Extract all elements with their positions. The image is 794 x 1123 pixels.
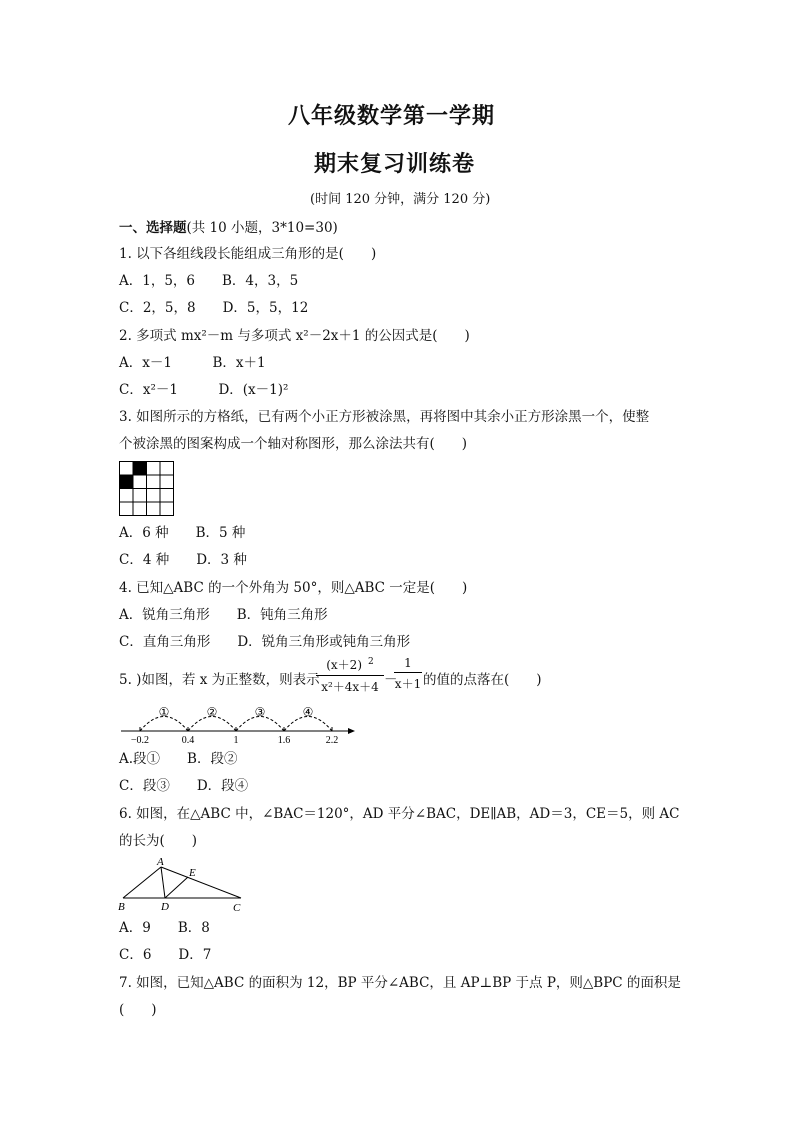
q2-options-ab: A．x－1 B．x＋1 [119,355,266,371]
segment-label: ① [158,705,170,719]
q6-triangle-figure [115,855,250,915]
section-heading [119,219,338,237]
segment-label: ② [206,705,218,719]
q1-options-cd: C．2，5，8 D．5，5，12 [119,300,309,316]
segment-ad [161,867,165,898]
q5-frac2-numerator: 1 [394,656,422,673]
q6-options-ab: A．9 B．8 [119,920,210,936]
title-line-1: 八年级数学第一学期 [288,103,496,129]
vertex-label-c: C [233,902,241,914]
shaded-cell [133,462,147,476]
q5-frac1-denominator: x²＋4x＋4 [321,680,379,694]
shaded-cell [120,475,134,489]
q7-stem-line-2: ( ) [119,1002,157,1018]
q2-options-cd: C．x²－1 D．(x－1)² [119,382,289,398]
tick-label: 1 [233,735,239,746]
tick-label: 1.6 [277,735,291,746]
title-line-2: 期末复习训练卷 [314,151,476,177]
q5-options-ab: A.段① B．段② [119,751,238,767]
q4-options-cd: C．直角三角形 D．锐角三角形或钝角三角形 [119,634,411,650]
q4-stem: 4. 已知△ABC 的一个外角为 50°，则△ABC 一定是( ) [119,580,468,596]
q5-minus-sign: － [384,672,398,688]
q5-stem-prefix: 5. )如图，若 x 为正整数，则表示 [119,672,320,688]
segment-label: ④ [302,705,314,719]
vertex-label-d: D [161,901,169,913]
q3-grid-figure [119,461,175,517]
q6-options-cd: C．6 D．7 [119,947,212,963]
vertex-label-a: A [157,856,164,868]
side-ac [161,867,241,898]
tick-label: 2.2 [325,735,339,746]
q6-stem-line-2: 的长为( ) [119,833,198,849]
q4-options-ab: A．锐角三角形 B．钝角三角形 [119,607,328,623]
q5-frac1-numerator: (x＋2) [326,658,363,672]
segment-label: ③ [254,705,266,719]
q5-frac2-denominator: x＋1 [394,677,422,691]
q5-stem-suffix: 的值的点落在( ) [423,672,542,688]
tick-label: −0.2 [130,735,150,746]
q5-frac1-exponent: 2 [368,657,374,667]
tick-label: 0.4 [181,735,195,746]
segment-de [165,877,188,898]
section-info: (共 10 小题，3*10=30) [186,220,338,236]
q3-options-cd: C．4 种 D．3 种 [119,552,247,568]
q5-options-cd: C．段③ D．段④ [119,778,249,794]
q2-stem: 2. 多项式 mx²－m 与多项式 x²－2x＋1 的公因式是( ) [119,328,470,344]
number-line-arrow-icon [348,728,355,734]
q1-stem: 1. 以下各组线段长能组成三角形的是( ) [119,246,377,262]
section-title: 一、选择题 [119,220,187,236]
q5-fraction-2 [394,656,422,692]
vertex-label-e: E [189,867,196,879]
q5-fraction-1 [316,656,384,695]
q6-stem-line-1: 6. 如图，在△ABC 中，∠BAC＝120°，AD 平分∠BAC，DE∥AB，AD＝3，CE＝5，则 AC [119,806,680,822]
exam-info: (时间 120 分钟，满分 120 分) [310,192,491,207]
vertex-label-b: B [118,901,125,913]
q5-number-line [119,700,359,748]
side-ab [123,867,161,898]
q7-stem-line-1: 7. 如图，已知△ABC 的面积为 12，BP 平分∠ABC，且 AP⊥BP 于点 P，则△BPC 的面积是 [119,975,681,991]
q3-stem-line-1: 3. 如图所示的方格纸，已有两个小正方形被涂黑，再将图中其余小正方形涂黑一个，使整 [119,409,650,425]
q1-options-ab: A．1，5，6 B．4，3，5 [119,273,299,289]
q3-stem-line-2: 个被涂黑的图案构成一个轴对称图形，那么涂法共有( ) [119,436,468,452]
q3-options-ab: A．6 种 B．5 种 [119,525,246,541]
